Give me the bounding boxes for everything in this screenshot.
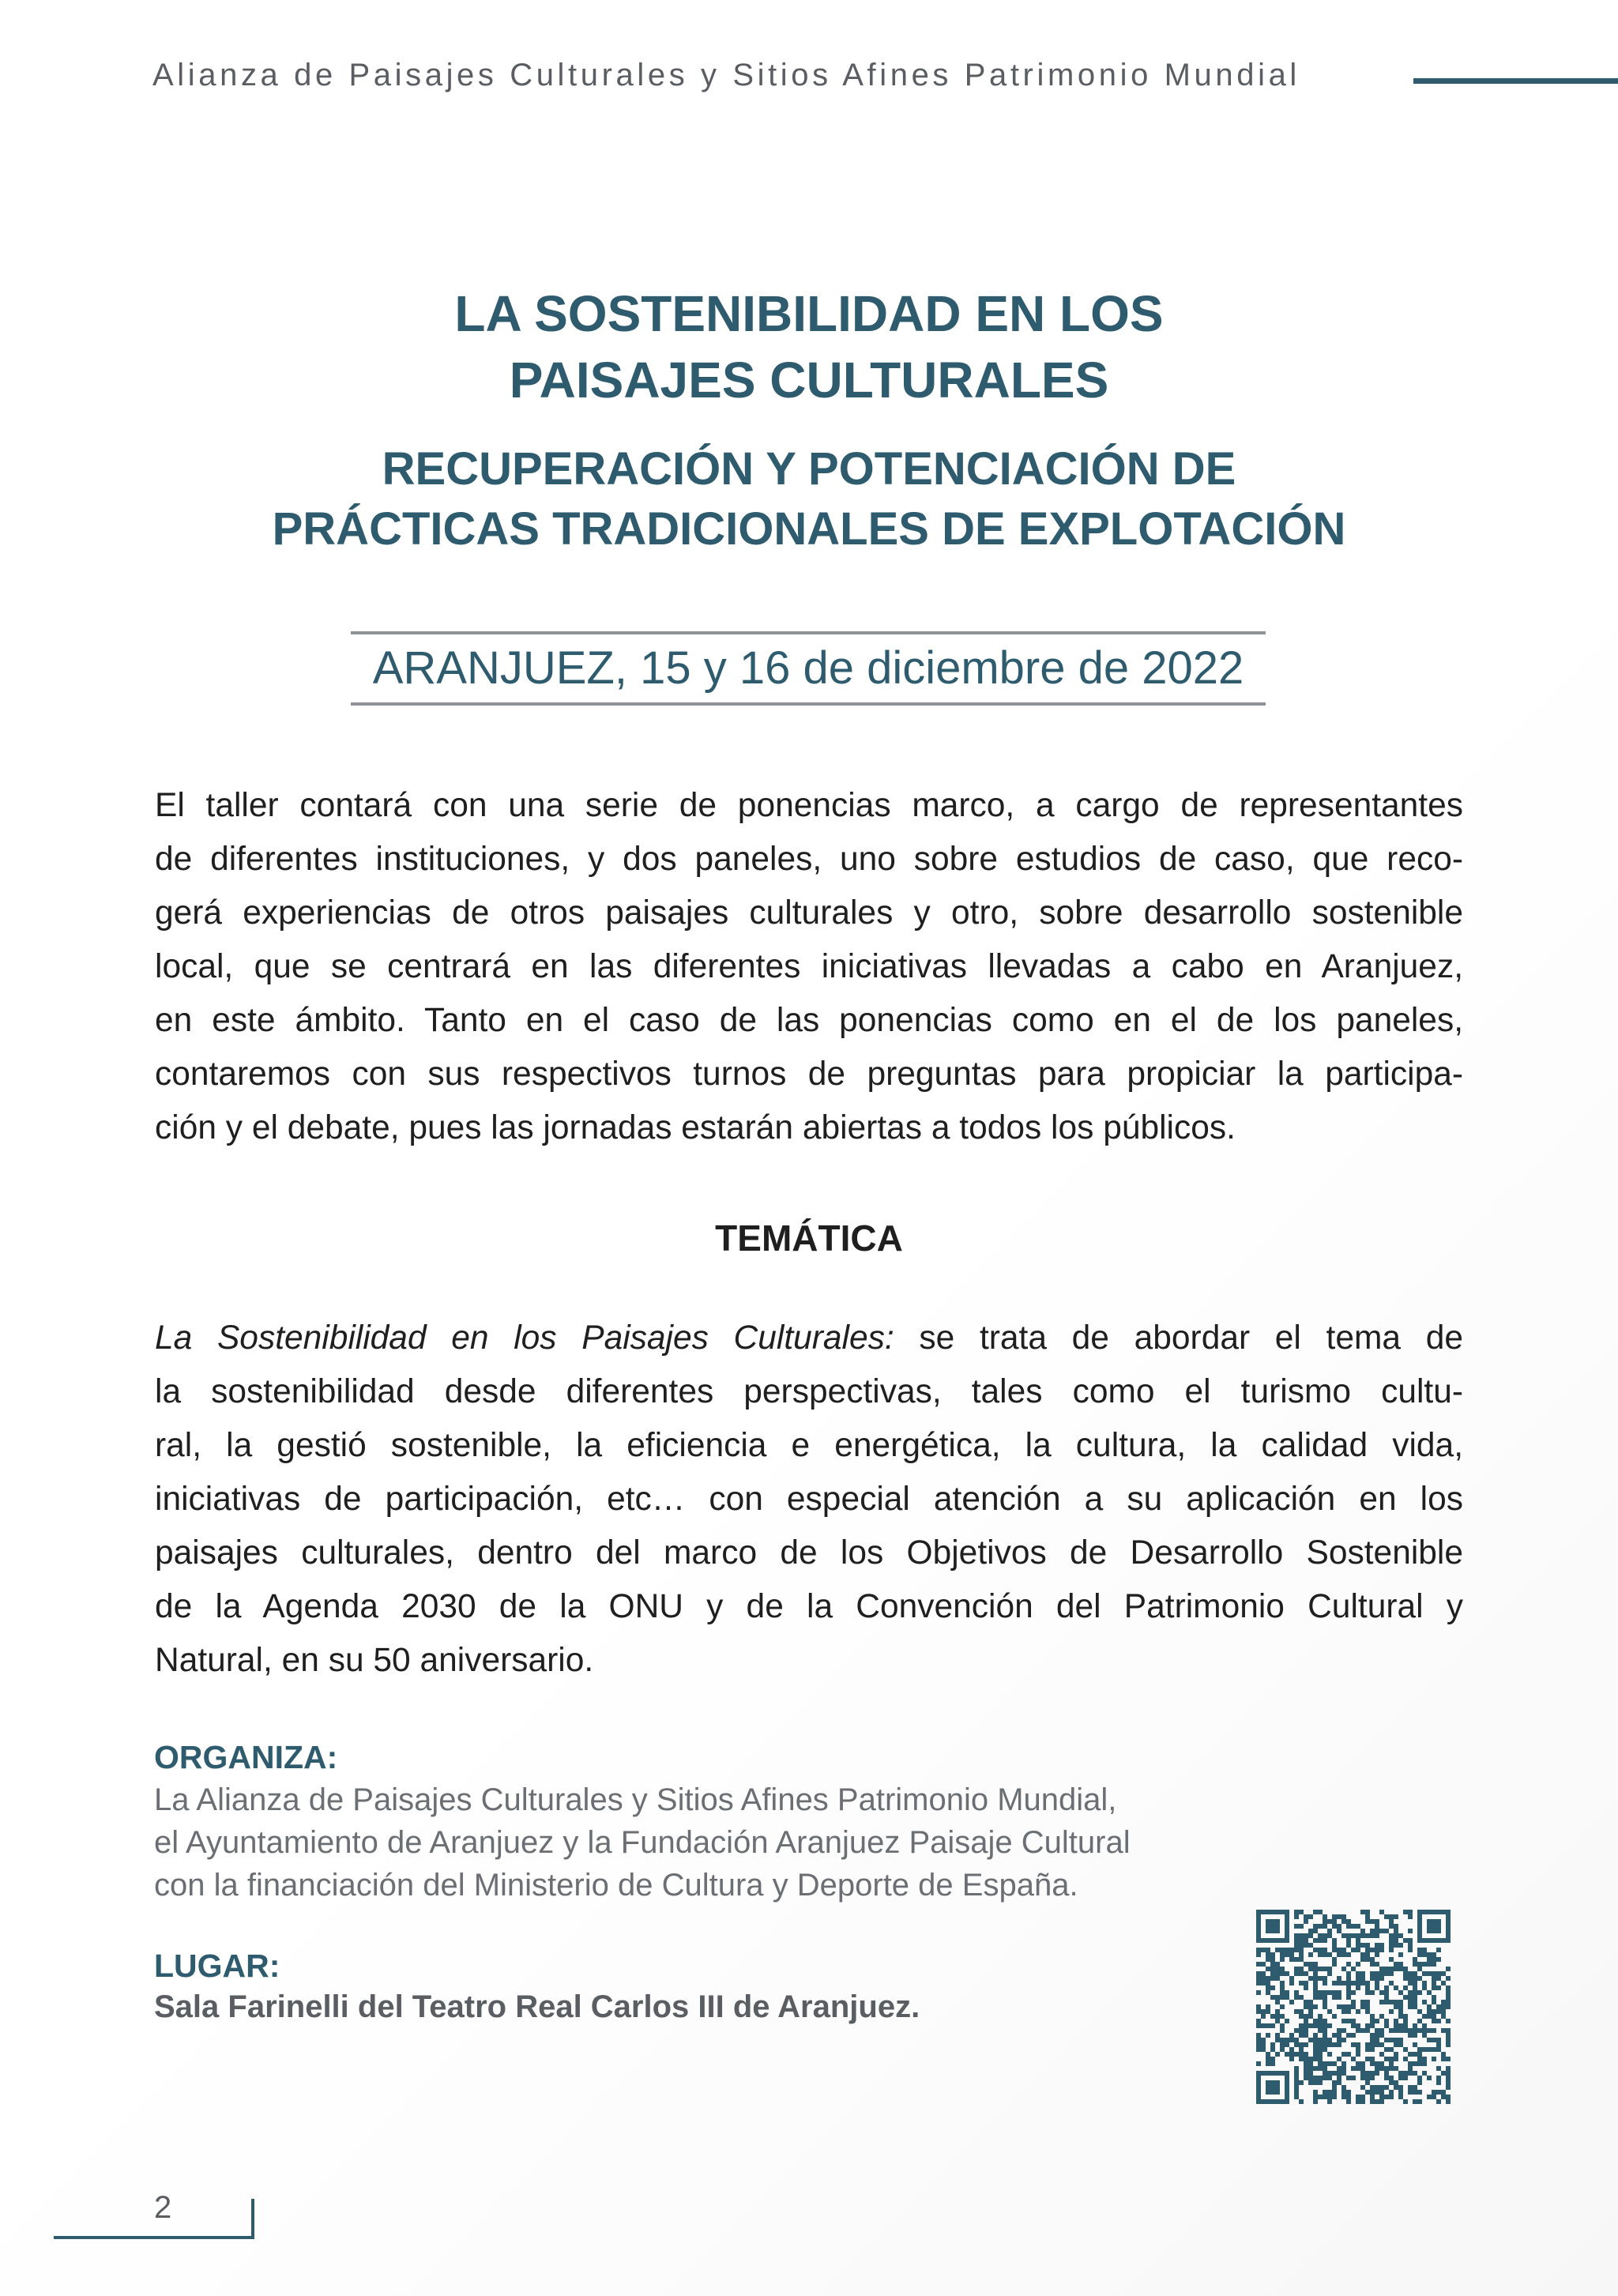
footer-rule-vertical — [251, 2199, 254, 2239]
tematica-line — [155, 1312, 1463, 1365]
footer-rule — [54, 2236, 253, 2239]
main-title-line-1: LA SOSTENIBILIDAD EN LOS — [454, 285, 1164, 342]
main-title — [0, 280, 1618, 413]
tematica-line: iniciativas de participación, etc… con especial atención a su aplicación en los — [155, 1481, 1463, 1518]
qr-code-icon[interactable] — [1256, 1910, 1451, 2104]
subtitle — [0, 439, 1618, 559]
intro-line: de diferentes instituciones, y dos paneles, uno sobre estudios de caso, que reco- — [155, 841, 1463, 878]
event-date-location: ARANJUEZ, 15 y 16 de diciembre de 2022 — [351, 631, 1266, 706]
page-number: 2 — [154, 2190, 172, 2225]
intro-line: en este ámbito. Tanto en el caso de las ponencias como en el de los paneles, — [155, 1002, 1463, 1039]
tematica-line: la sostenibilidad desde diferentes perspectivas, tales como el turismo cultu- — [155, 1373, 1463, 1410]
tematica-paragraph — [155, 1312, 1463, 1688]
organiza-line: con la financiación del Ministerio de Cultura y Deporte de España. — [154, 1868, 1078, 1903]
organiza-line: el Ayuntamiento de Aranjuez y la Fundación Aranjuez Paisaje Cultural — [154, 1825, 1131, 1860]
running-header: Alianza de Paisajes Culturales y Sitios Afines Patrimonio Mundial — [152, 58, 1300, 92]
lugar-text: Sala Farinelli del Teatro Real Carlos III de Aranjuez. — [154, 1989, 920, 2024]
subtitle-line-2: PRÁCTICAS TRADICIONALES DE EXPLOTACIÓN — [272, 503, 1346, 555]
subtitle-line-1: RECUPERACIÓN Y POTENCIACIÓN DE — [382, 443, 1236, 495]
lugar-label: LUGAR: — [154, 1948, 280, 1984]
tematica-heading: TEMÁTICA — [715, 1218, 903, 1259]
intro-line: gerá experiencias de otros paisajes culturales y otro, sobre desarrollo sostenible — [155, 894, 1463, 932]
organiza-text — [154, 1778, 1131, 1906]
intro-line: El taller contará con una serie de ponencias marco, a cargo de representantes — [155, 787, 1463, 824]
tematica-italic-lead: La Sostenibilidad en los Paisajes Culturales: — [155, 1319, 894, 1357]
qr-finder-center — [1427, 1919, 1441, 1933]
intro-line: contaremos con sus respectivos turnos de preguntas para propiciar la participa- — [155, 1056, 1463, 1093]
intro-paragraph — [155, 779, 1463, 1155]
tematica-line: Natural, en su 50 aniversario. — [155, 1642, 594, 1679]
organiza-label: ORGANIZA: — [154, 1739, 338, 1775]
organiza-line: La Alianza de Paisajes Culturales y Sitios Afines Patrimonio Mundial, — [154, 1782, 1117, 1817]
intro-line: local, que se centrará en las diferentes iniciativas llevadas a cabo en Aranjuez, — [155, 948, 1463, 985]
intro-line: ción y el debate, pues las jornadas estarán abiertas a todos los públicos. — [155, 1109, 1236, 1146]
tematica-line: de la Agenda 2030 de la ONU y de la Convención del Patrimonio Cultural y — [155, 1588, 1463, 1625]
tematica-line: ral, la gestió sostenible, la eficiencia e energética, la cultura, la calidad vida, — [155, 1427, 1463, 1464]
qr-code-graphic — [1256, 1910, 1451, 2104]
main-title-line-2: PAISAJES CULTURALES — [509, 352, 1109, 408]
qr-finder-center — [1266, 2080, 1280, 2095]
header-rule — [1413, 78, 1618, 84]
tematica-line-1-rest: se trata de abordar el tema de — [894, 1319, 1463, 1357]
tematica-line: paisajes culturales, dentro del marco de los Objetivos de Desarrollo Sostenible — [155, 1534, 1463, 1571]
qr-finder-center — [1266, 1919, 1280, 1933]
